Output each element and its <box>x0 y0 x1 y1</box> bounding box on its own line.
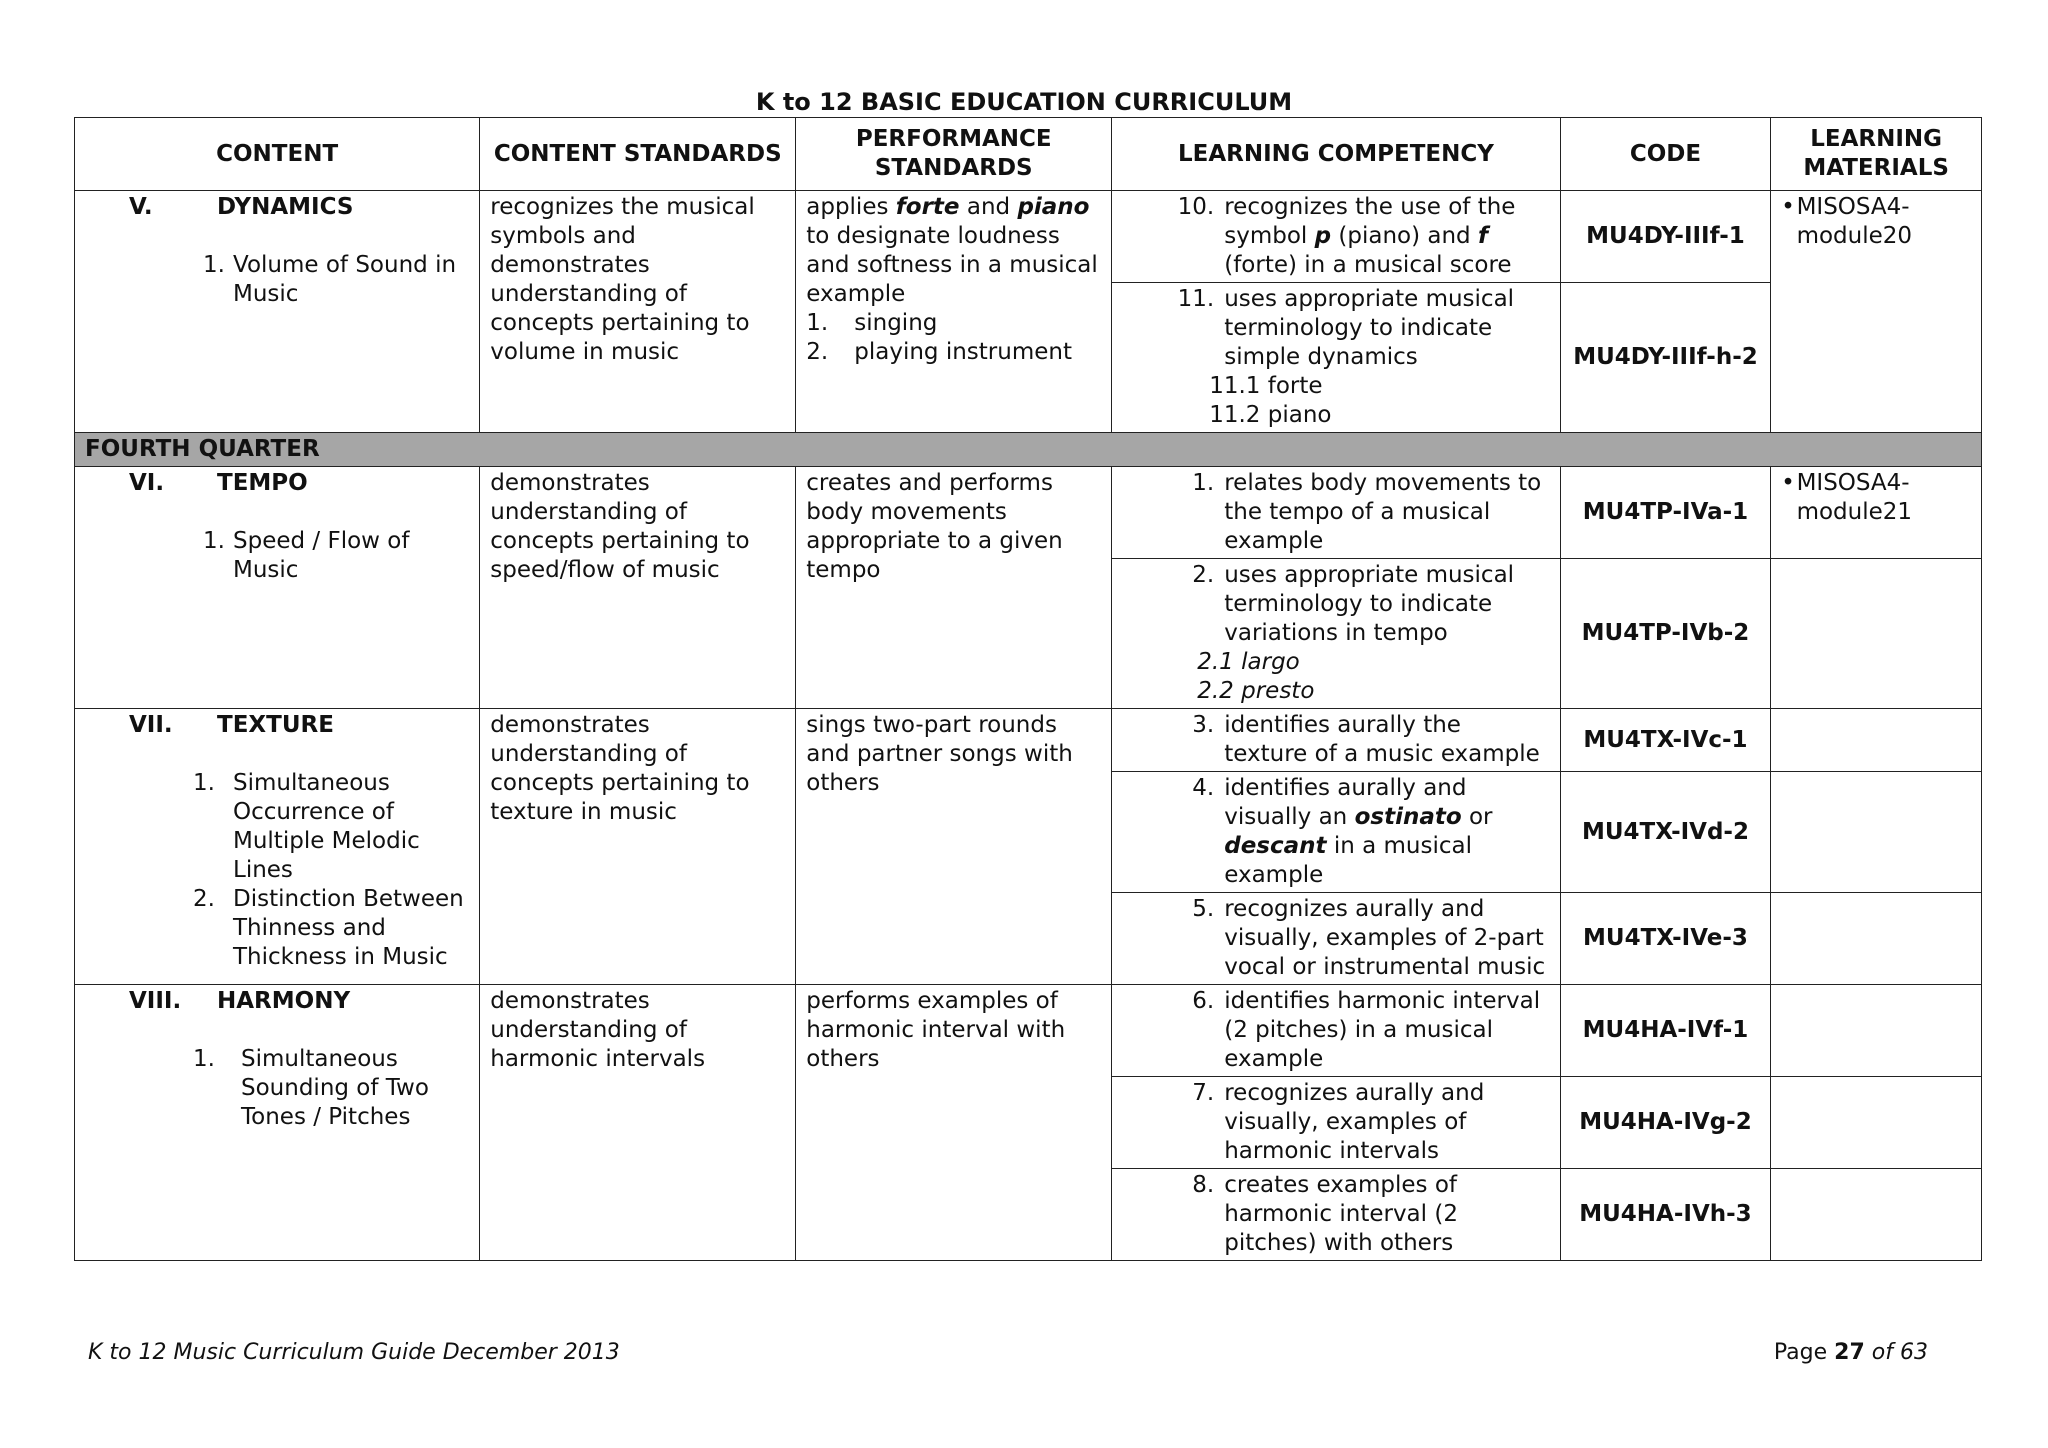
material-text: MISOSA4-module20 <box>1796 194 1913 249</box>
competency-number: 4. <box>1192 775 1215 801</box>
competency-number: 5. <box>1192 896 1215 922</box>
table-row <box>75 985 1982 1077</box>
competency-number: 1. <box>1192 470 1215 496</box>
competency-cell <box>1112 191 1560 283</box>
header-performance-standards: PERFORMANCE STANDARDS <box>796 118 1112 191</box>
materials-cell-empty <box>1771 1169 1982 1261</box>
competency-text: recognizes aurally and visually, examples of 2-part vocal or instrumental music <box>1224 896 1546 980</box>
code-cell: MU4HA-IVg-2 <box>1560 1077 1771 1169</box>
content-cell-dynamics <box>75 191 480 433</box>
materials-cell-empty <box>1771 709 1982 772</box>
materials-cell-empty <box>1771 1077 1982 1169</box>
sub-topic-number: 1. <box>203 528 225 554</box>
competency-text: uses appropriate musical terminology to indicate variations in tempo <box>1224 562 1515 646</box>
curriculum-table <box>74 117 1982 1261</box>
content-standard-cell: demonstrates understanding of concepts pertaining to speed/flow of music <box>480 467 796 709</box>
competency-sub-item: 2.1 largo <box>1197 649 1300 675</box>
content-standard-cell: recognizes the musical symbols and demonstrates understanding of concepts pertaining to volume in music <box>480 191 796 433</box>
footer-guide-title: K to 12 Music Curriculum Guide December 2013 <box>88 1340 620 1365</box>
header-learning-competency: LEARNING COMPETENCY <box>1112 118 1560 191</box>
content-cell-tempo <box>75 467 480 709</box>
sub-topic-number: 1. <box>203 252 225 278</box>
code-cell: MU4TX-IVc-1 <box>1560 709 1771 772</box>
competency-cell <box>1112 893 1560 985</box>
section-number: VI. <box>129 470 165 496</box>
competency-text: recognizes the use of the symbol p (piano) and f (forte) in a musical score <box>1224 194 1516 278</box>
competency-cell <box>1112 467 1560 559</box>
materials-cell <box>1771 467 1982 559</box>
footer-page-number: Page 27 of 63 <box>1773 1340 1928 1365</box>
table-row <box>75 191 1982 283</box>
bullet-icon: • <box>1781 470 1795 496</box>
materials-cell-empty <box>1771 985 1982 1077</box>
sub-topic-text: Simultaneous Sounding of Two Tones / Pitches <box>241 1046 429 1130</box>
competency-text: identifies harmonic interval (2 pitches) in a musical example <box>1224 988 1541 1072</box>
materials-cell <box>1771 191 1982 433</box>
section-title: TEXTURE <box>217 712 334 738</box>
section-number: V. <box>129 194 153 220</box>
header-learning-materials: LEARNING MATERIALS <box>1771 118 1982 191</box>
content-standard-cell: demonstrates understanding of concepts pertaining to texture in music <box>480 709 796 985</box>
table-row <box>75 467 1982 559</box>
perf-text: to designate loudness and softness in a musical example <box>806 223 1098 307</box>
perf-text: and <box>966 194 1011 220</box>
sub-topic-number: 1. <box>193 1046 215 1072</box>
sub-topic-text: Speed / Flow of Music <box>233 528 410 583</box>
competency-number: 8. <box>1192 1172 1215 1198</box>
competency-cell <box>1112 1169 1560 1261</box>
competency-sub-item: 2.2 presto <box>1197 678 1315 704</box>
bullet-icon: • <box>1781 194 1795 220</box>
materials-cell-empty <box>1771 772 1982 893</box>
competency-number: 10. <box>1177 194 1215 220</box>
header-content: CONTENT <box>75 118 480 191</box>
list-item: 1. singing <box>806 310 938 336</box>
competency-sub-item: 11.1 forte <box>1209 373 1323 399</box>
content-cell-texture <box>75 709 480 985</box>
table-row <box>75 709 1982 772</box>
section-title: DYNAMICS <box>217 194 354 220</box>
section-number: VII. <box>129 712 173 738</box>
competency-text: identifies aurally and visually an ostinato or descant in a musical example <box>1224 775 1493 888</box>
perf-forte: forte <box>895 194 960 220</box>
perf-piano: piano <box>1017 194 1090 220</box>
page-title: K to 12 BASIC EDUCATION CURRICULUM <box>755 88 1293 116</box>
competency-number: 11. <box>1177 286 1215 312</box>
competency-cell <box>1112 772 1560 893</box>
header-code: CODE <box>1560 118 1771 191</box>
competency-text: creates examples of harmonic interval (2 pitches) with others <box>1224 1172 1458 1256</box>
section-title: HARMONY <box>217 988 351 1014</box>
code-cell: MU4DY-IIIf-h-2 <box>1560 283 1771 433</box>
performance-standard-cell: sings two-part rounds and partner songs with others <box>796 709 1112 985</box>
header-row <box>75 118 1982 191</box>
code-cell: MU4TP-IVa-1 <box>1560 467 1771 559</box>
performance-standard-cell: creates and performs body movements appropriate to a given tempo <box>796 467 1112 709</box>
competency-text: relates body movements to the tempo of a musical example <box>1224 470 1542 554</box>
competency-cell <box>1112 985 1560 1077</box>
content-cell-harmony <box>75 985 480 1261</box>
competency-cell <box>1112 709 1560 772</box>
section-title: TEMPO <box>217 470 308 496</box>
competency-number: 3. <box>1192 712 1215 738</box>
competency-number: 6. <box>1192 988 1215 1014</box>
code-cell: MU4TX-IVd-2 <box>1560 772 1771 893</box>
competency-cell <box>1112 559 1560 709</box>
materials-cell-empty <box>1771 893 1982 985</box>
performance-standard-cell: performs examples of harmonic interval with others <box>796 985 1112 1261</box>
competency-text: recognizes aurally and visually, examples of harmonic intervals <box>1224 1080 1485 1164</box>
competency-cell <box>1112 283 1560 433</box>
material-text: MISOSA4-module21 <box>1796 470 1913 525</box>
competency-number: 7. <box>1192 1080 1215 1106</box>
competency-sub-item: 11.2 piano <box>1209 402 1332 428</box>
section-number: VIII. <box>129 988 182 1014</box>
list-item: 2. playing instrument <box>806 339 1072 365</box>
competency-number: 2. <box>1192 562 1215 588</box>
competency-cell <box>1112 1077 1560 1169</box>
materials-cell-empty <box>1771 559 1982 709</box>
quarter-row <box>75 433 1982 467</box>
code-cell: MU4DY-IIIf-1 <box>1560 191 1771 283</box>
list-item: 1. Simultaneous Occurrence of Multiple Melodic Lines <box>193 770 420 883</box>
code-cell: MU4TP-IVb-2 <box>1560 559 1771 709</box>
perf-text: applies <box>806 194 889 220</box>
code-cell: MU4HA-IVf-1 <box>1560 985 1771 1077</box>
competency-text: identifies aurally the texture of a music example <box>1224 712 1540 767</box>
quarter-label: FOURTH QUARTER <box>75 433 1982 467</box>
content-standard-cell: demonstrates understanding of harmonic intervals <box>480 985 796 1261</box>
list-item: 2. Distinction Between Thinness and Thickness in Music <box>193 886 464 970</box>
code-cell: MU4HA-IVh-3 <box>1560 1169 1771 1261</box>
header-content-standards: CONTENT STANDARDS <box>480 118 796 191</box>
code-cell: MU4TX-IVe-3 <box>1560 893 1771 985</box>
performance-standard-cell <box>796 191 1112 433</box>
competency-text: uses appropriate musical terminology to indicate simple dynamics <box>1224 286 1515 370</box>
sub-topic-text: Volume of Sound in Music <box>233 252 457 307</box>
